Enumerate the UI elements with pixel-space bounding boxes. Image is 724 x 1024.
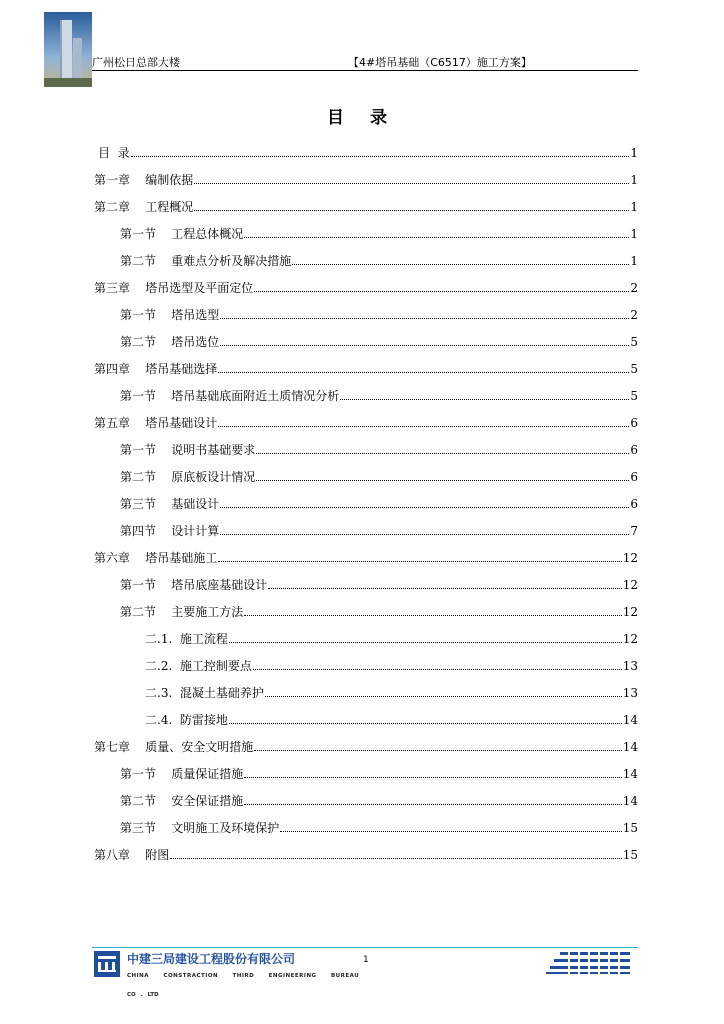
page-number: 1: [363, 955, 369, 965]
toc-entry[interactable]: 第四节 设计计算 7: [120, 524, 638, 538]
header-document-title: 【4#塔吊基础（C6517）施工方案】: [348, 56, 532, 69]
toc-entry[interactable]: 第三节 基础设计 6: [120, 497, 638, 511]
header-project-name: 广州松日总部大楼: [92, 56, 180, 69]
toc-entry[interactable]: 第二节 安全保证措施 14: [120, 794, 638, 808]
toc-entry[interactable]: 二.4. 防雷接地 14: [145, 713, 638, 727]
toc-entry[interactable]: 第一节 塔吊基础底面附近土质情况分析 5: [120, 389, 638, 403]
company-logo-icon: [94, 951, 120, 977]
footer-divider: [92, 947, 638, 948]
footer-company-english: CHINA CONSTRACTION THIRD ENGINEERING BUREAU: [127, 973, 360, 979]
toc-entry[interactable]: 第三章 塔吊选型及平面定位 2: [94, 281, 638, 295]
brand-wave-icon: [546, 951, 632, 975]
building-photo: [44, 12, 92, 87]
header-divider: [92, 70, 638, 71]
toc-entry[interactable]: 第一节 说明书基础要求 6: [120, 443, 638, 457]
toc-title: 目 录: [327, 108, 397, 128]
toc-entry[interactable]: 第二节 原底板设计情况 6: [120, 470, 638, 484]
toc-entry[interactable]: 二.2. 施工控制要点 13: [145, 659, 638, 673]
toc-entry[interactable]: 第七章 质量、安全文明措施 14: [94, 740, 638, 754]
toc-entry[interactable]: 第五章 塔吊基础设计 6: [94, 416, 638, 430]
toc-entry[interactable]: 第二节 塔吊选位 5: [120, 335, 638, 349]
toc-entry[interactable]: 第四章 塔吊基础选择 5: [94, 362, 638, 376]
toc-entry[interactable]: 第六章 塔吊基础施工 12: [94, 551, 638, 565]
toc-entry[interactable]: 第一章 编制依据 1: [94, 173, 638, 187]
footer-company-name: 中建三局建设工程股份有限公司: [127, 952, 296, 966]
toc-entry[interactable]: 第二章 工程概况 1: [94, 200, 638, 214]
toc-entry[interactable]: 目 录 1: [98, 146, 638, 160]
toc-entry[interactable]: 第三节 文明施工及环境保护 15: [120, 821, 638, 835]
toc-entry[interactable]: 第一节 质量保证措施 14: [120, 767, 638, 781]
toc-entry[interactable]: 第二节 重难点分析及解决措施 1: [120, 254, 638, 268]
toc-entry[interactable]: 第一节 塔吊底座基础设计 12: [120, 578, 638, 592]
toc-entry[interactable]: 二.1. 施工流程 12: [145, 632, 638, 646]
toc-entry[interactable]: 二.3. 混凝土基础养护 13: [145, 686, 638, 700]
toc-entry[interactable]: 第一节 塔吊选型 2: [120, 308, 638, 322]
toc-entry[interactable]: 第二节 主要施工方法 12: [120, 605, 638, 619]
toc-entry[interactable]: 第一节 工程总体概况 1: [120, 227, 638, 241]
toc-entry[interactable]: 第八章 附图 15: [94, 848, 638, 862]
footer-company-english-suffix: CO . LTD: [127, 992, 159, 998]
